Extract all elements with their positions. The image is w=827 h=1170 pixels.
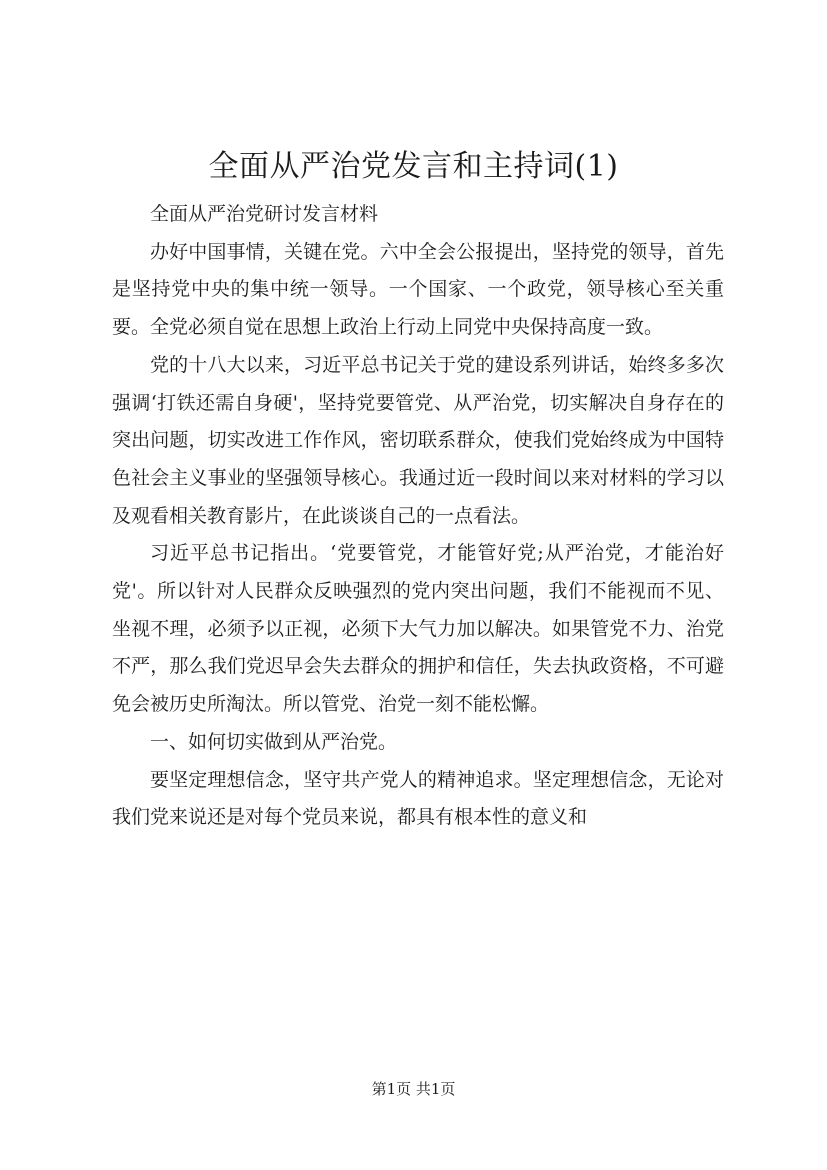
- paragraph-subtitle: 全面从严治党研讨发言材料: [150, 203, 379, 225]
- page-footer: 第1页 共1页: [371, 1080, 456, 1098]
- paragraph-3: 习近平总书记指出。‘党要管党，才能管好党;从严治党，才能治好党'。所以针对人民群众反映强烈的党内突出问题，我们不能视而不见、坐视不理，必须予以正视，必须下大气力加以解决。如果管党不力、治党不严，那么我们党迟早会失去群众的拥护和信任，失去执政资格，不可避免会被历史所淘汰。所以管党、治党一刻不能松懈。: [112, 542, 724, 716]
- paragraph-4: 要坚定理想信念，坚守共产党人的精神追求。坚定理想信念，无论对我们党来说还是对每个党员来说，都具有根本性的意义和: [112, 768, 724, 829]
- paragraph-2: 党的十八大以来，习近平总书记关于党的建设系列讲话，始终多多次强调‘打铁还需自身硬'，坚持党要管党、从严治党，切实解决自身存在的突出问题，切实改进工作作风，密切联系群众，使我们党始终成为中国特色社会主义事业的坚强领导核心。我通过近一段时间以来对材料的学习以及观看相关教育影片，在此谈谈自己的一点看法。: [112, 353, 724, 527]
- section-heading: 一、如何切实做到从严治党。: [150, 730, 398, 753]
- document-title: 全面从严治党发言和主持词(1): [208, 149, 619, 184]
- paragraph-1: 办好中国事情，关键在党。六中全会公报提出，坚持党的领导，首先是坚持党中央的集中统一领导。一个国家、一个政党，领导核心至关重要。全党必须自觉在思想上政治上行动上同党中央保持高度一致。: [112, 240, 724, 339]
- document-body: [112, 196, 724, 837]
